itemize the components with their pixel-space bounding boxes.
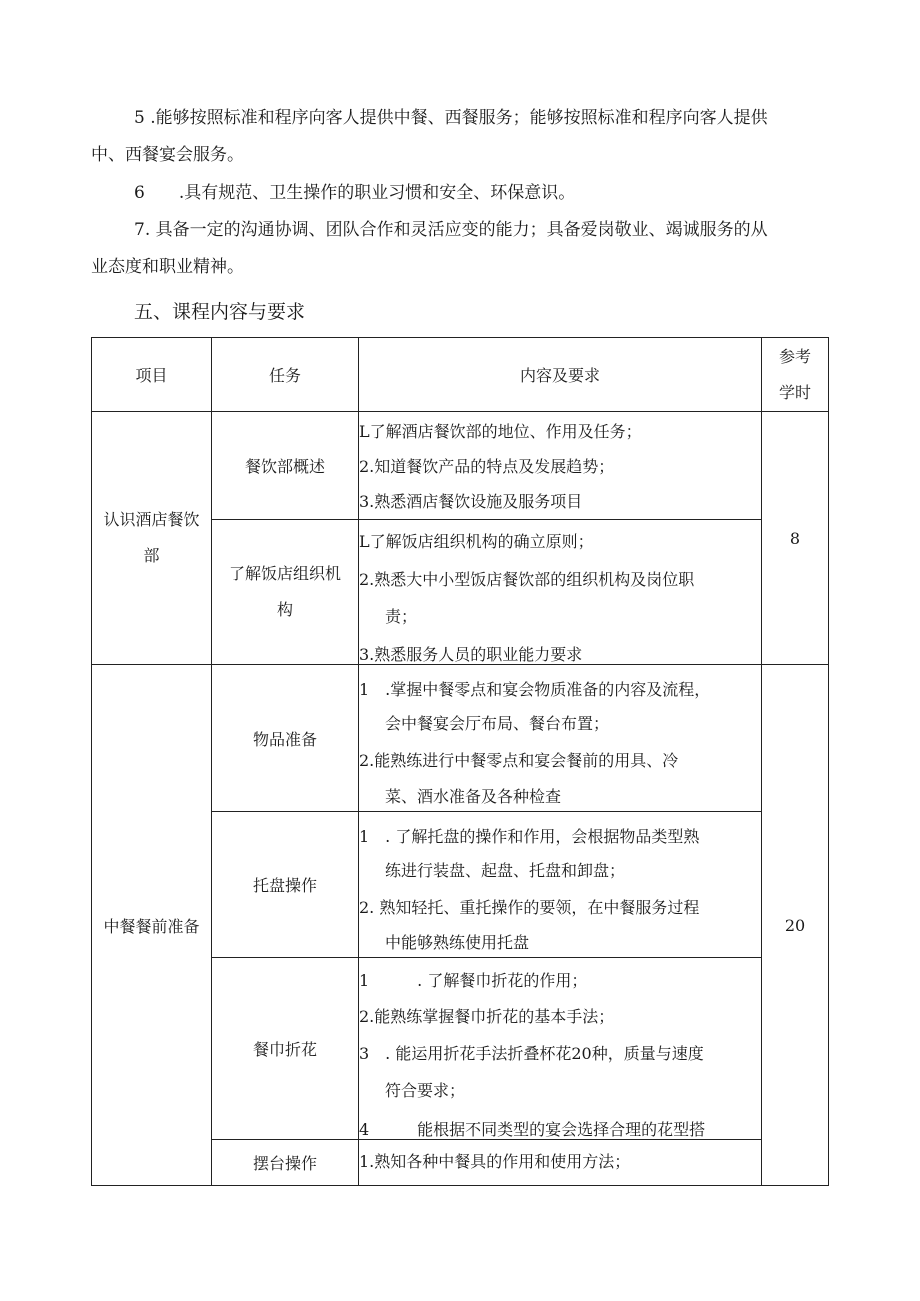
requirement-line: 3.熟悉服务人员的职业能力要求 [359,645,583,664]
requirement-line: 中能够熟练使用托盘 [385,933,530,952]
requirement-line: 2. 熟知轻托、重托操作的要领，在中餐服务过程 [359,898,700,917]
requirement-line: 3 . 能运用折花手法折叠杯花20种，质量与速度 [359,1044,704,1063]
requirement-line: 2.知道餐饮产品的特点及发展趋势； [359,457,615,476]
header-content: 内容及要求 [359,338,762,412]
requirement-cell [359,520,762,665]
task-name: 物品准备 [252,729,317,749]
requirement-line: 练进行装盘、起盘、托盘和卸盘； [385,861,626,880]
project-2-line-1: 中餐餐前准备 [103,916,200,936]
table-row [92,412,829,520]
requirement-line: 2.能熟练进行中餐零点和宴会餐前的用具、冷 [359,751,679,770]
requirement-cell [359,1140,762,1186]
requirement-line: 责； [385,607,418,626]
task-name: 托盘操作 [252,876,317,895]
task-name-line-2: 构 [276,600,293,619]
requirement-line: 1.熟知各种中餐具的作用和使用方法； [359,1152,631,1171]
task-cell [212,958,359,1140]
task-name: 餐饮部概述 [244,457,325,476]
task-cell [212,665,359,812]
requirement-line: 2.能熟练掌握餐巾折花的基本手法； [359,1007,615,1026]
requirement-cell [359,812,762,958]
requirement-line: 3.熟悉酒店餐饮设施及服务项目 [359,492,583,511]
task-cell [212,520,359,665]
table-row [92,665,829,812]
paragraph-7-line-1: 7. 具备一定的沟通协调、团队合作和灵活应变的能力；具备爱岗敬业、竭诚服务的从 [134,220,768,240]
requirement-line: 1 . 了解餐巾折花的作用； [359,971,588,990]
requirement-line: 2.熟悉大中小型饭店餐饮部的组织机构及岗位职 [359,570,695,589]
requirement-line: 1 .掌握中餐零点和宴会物质准备的内容及流程， [359,680,711,699]
project-cell-1 [92,412,212,665]
paragraph-7-line-2: 业态度和职业精神。 [91,257,244,277]
project-1-line-1: 认识酒店餐饮 [103,510,200,529]
requirement-cell [359,958,762,1140]
task-name-line-1: 了解饭店组织机 [228,564,341,583]
header-task: 任务 [212,338,359,412]
hours-cell-2: 20 [762,665,829,1186]
header-project: 项目 [92,338,212,412]
paragraph-5-line-1: 5 .能够按照标准和程序向客人提供中餐、西餐服务；能够按照标准和程序向客人提供 [134,108,768,128]
requirement-line: L了解酒店餐饮部的地位、作用及任务； [359,422,642,441]
table-header-row [92,338,829,412]
section-title: 五、课程内容与要求 [134,301,306,323]
task-name: 餐巾折花 [252,1040,317,1059]
header-hours-line-2: 学时 [778,382,811,402]
requirement-line: 符合要求； [385,1081,466,1100]
project-cell-2 [92,665,212,1186]
header-hours [762,338,829,412]
requirement-line: 1 . 了解托盘的操作和作用，会根据物品类型熟 [359,827,700,846]
task-cell [212,412,359,520]
paragraph-5-line-2: 中、西餐宴会服务。 [91,145,244,165]
task-cell [212,812,359,958]
task-cell [212,1140,359,1186]
requirement-cell [359,412,762,520]
requirement-line: 4 能根据不同类型的宴会选择合理的花型搭 [359,1120,706,1139]
course-content-table [91,337,829,1186]
requirement-cell [359,665,762,812]
header-hours-line-1: 参考 [778,346,811,366]
requirement-line: 会中餐宴会厅布局、餐台布置； [385,714,610,733]
task-name: 摆台操作 [252,1154,317,1173]
project-1-line-2: 部 [143,546,160,565]
requirement-line: L了解饭店组织机构的确立原则； [359,532,594,551]
requirement-line: 菜、酒水准备及各种检查 [385,787,562,806]
hours-cell-1: 8 [762,412,829,665]
paragraph-6: 6 .具有规范、卫生操作的职业习惯和安全、环保意识。 [134,183,576,203]
